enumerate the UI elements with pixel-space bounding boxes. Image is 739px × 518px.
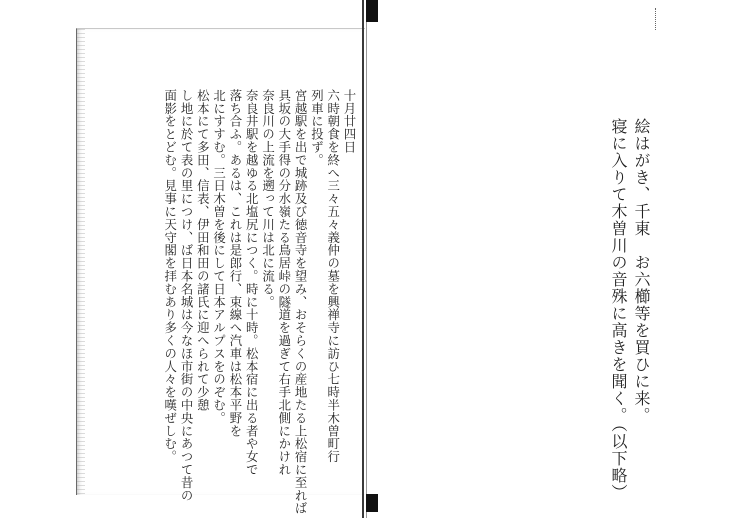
left-text-column: 列車に投ず。 <box>309 89 325 167</box>
left-text-column: 奈良川の上流を遡って川は北に流る。 <box>260 89 276 309</box>
left-text-column: し地に於て表の里につけ、ば日本名城は今なほ市街の中央にあつて昔の <box>179 89 195 502</box>
left-text-column: 宮越駅を出で城跡及び徳音寺を望み、おそらくの産地たる上松宿に至れば <box>293 89 309 515</box>
binding-tab-bottom <box>366 494 378 512</box>
left-text-column: 松本にて多田、信表、伊田和田の諸氏に迎へられて少憩 <box>195 89 211 412</box>
left-text-column: 六時朝食を終へ三々五々義仲の墓を興禅寺に訪ひ七時半木曽町行 <box>325 89 341 464</box>
left-text-column: 落ち合ふ。あるは、これは是郎行、束線へ汽車は松本平野を <box>227 89 243 438</box>
right-text-column: 寝に入りて木曽川の音殊に高きを聞く。（以下略） <box>609 118 628 501</box>
right-text-column: 絵はがき、千東 お六櫛等を買ひに来。 <box>632 118 651 424</box>
page-edge-mark <box>655 8 658 30</box>
binding-rule-secondary <box>366 0 367 518</box>
left-text-column: 奈良井駅を越ゆる北塩尻につく。時に十時。松本宿に出る者や女で <box>244 89 260 476</box>
left-text-column: 十月廿四日 <box>342 89 357 154</box>
left-text-column: 面影をとどむ。見事に天守閣を拝むあり多くの人々を嘆ぜしむ。 <box>162 89 178 464</box>
left-page <box>76 28 365 515</box>
left-page-handwritten-text <box>95 89 357 515</box>
left-text-column: 北にすすむ。三日木曽を後にして日本アルプスをのぞむ。 <box>211 89 227 425</box>
left-text-column: 具坂の大手得の分水嶺たる鳥居峠の隧道を過ぎて右手北側にかけれ <box>276 89 292 476</box>
right-page-handwritten-text <box>603 118 653 501</box>
binding-tab-top <box>366 0 378 22</box>
book-binding <box>355 0 379 518</box>
right-page <box>381 0 739 518</box>
binding-rule <box>362 0 364 518</box>
